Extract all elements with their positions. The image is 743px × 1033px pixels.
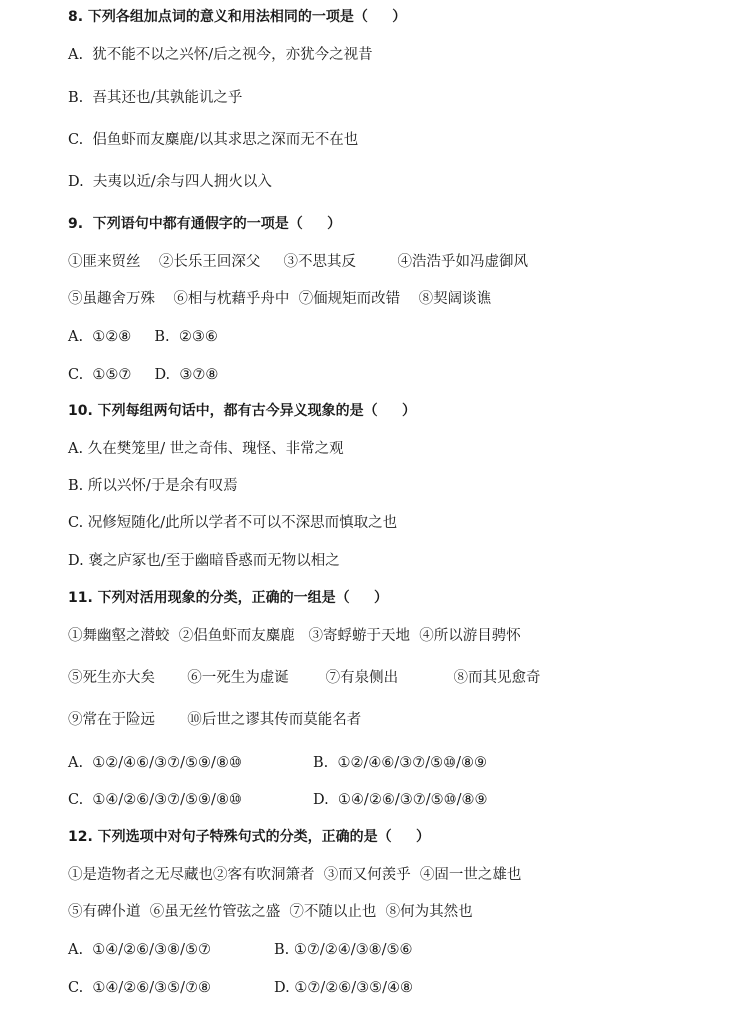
- question-10-stem: 10. 下列每组两句话中，都有古今异义现象的是（ ）: [68, 403, 417, 419]
- question-12-option-d: D. ①⑦/②⑥/③⑤/④⑧: [274, 980, 413, 996]
- question-8-option-d: D. 夫夷以近/余与四人拥火以入: [68, 174, 272, 190]
- question-11-items-row-2: ⑤死生亦大矣 ⑥一死生为虚诞 ⑦有泉侧出 ⑧而其见愈奇: [68, 670, 541, 686]
- question-9-items-row-2: ⑤虽趣舍万殊 ⑥相与枕藉乎舟中 ⑦偭规矩而改错 ⑧契阔谈谯: [68, 291, 492, 307]
- question-12-option-a: A. ①④/②⑥/③⑧/⑤⑦: [68, 942, 211, 958]
- question-12-items-row-2: ⑤有碑仆道 ⑥虽无丝竹管弦之盛 ⑦不随以止也 ⑧何为其然也: [68, 904, 473, 920]
- question-12-option-c: C. ①④/②⑥/③⑤/⑦⑧: [68, 980, 212, 996]
- question-11-option-a: A. ①②/④⑥/③⑦/⑤⑨/⑧⑩: [68, 755, 242, 771]
- question-11-stem: 11. 下列对活用现象的分类，正确的一组是（ ）: [68, 590, 389, 606]
- question-8-option-b: B. 吾其还也/其孰能讥之乎: [68, 90, 243, 106]
- question-9-options-row-2: C. ①⑤⑦ D. ③⑦⑧: [68, 367, 219, 383]
- question-11-items-row-1: ①舞幽壑之潜蛟 ②侣鱼虾而友麋鹿 ③寄蜉蝣于天地 ④所以游目骋怀: [68, 628, 521, 644]
- question-8-option-a: A. 犹不能不以之兴怀/后之视今，亦犹今之视昔: [68, 47, 373, 63]
- question-11-option-d: D. ①④/②⑥/③⑦/⑤⑩/⑧⑨: [313, 792, 488, 808]
- question-12-option-b: B. ①⑦/②④/③⑧/⑤⑥: [274, 942, 413, 958]
- question-10-option-a: A. 久在樊笼里/ 世之奇伟、瑰怪、非常之观: [68, 441, 344, 457]
- question-9-items-row-1: ①匪来贸丝 ②长乐王回深父 ③不思其反 ④浩浩乎如冯虚御风: [68, 254, 528, 270]
- question-11-items-row-3: ⑨常在于险远 ⑩后世之谬其传而莫能名者: [68, 712, 362, 728]
- question-8-option-c: C. 侣鱼虾而友麋鹿/以其求思之深而无不在也: [68, 132, 359, 148]
- question-9-options-row-1: A. ①②⑧ B. ②③⑥: [68, 329, 218, 345]
- question-12-stem: 12. 下列选项中对句子特殊句式的分类，正确的是（ ）: [68, 829, 431, 845]
- question-12-items-row-1: ①是造物者之无尽藏也②客有吹洞箫者 ③而又何羡乎 ④固一世之雄也: [68, 867, 522, 883]
- question-8-stem: 8. 下列各组加点词的意义和用法相同的一项是（ ）: [68, 9, 407, 25]
- question-9-stem: 9. 下列语句中都有通假字的一项是（ ）: [68, 216, 342, 232]
- question-10-option-b: B. 所以兴怀/于是余有叹焉: [68, 478, 238, 494]
- question-10-option-d: D. 褒之庐冢也/至于幽暗昏惑而无物以相之: [68, 553, 340, 569]
- question-11-option-c: C. ①④/②⑥/③⑦/⑤⑨/⑧⑩: [68, 792, 242, 808]
- question-10-option-c: C. 况修短随化/此所以学者不可以不深思而慎取之也: [68, 515, 398, 531]
- question-11-option-b: B. ①②/④⑥/③⑦/⑤⑩/⑧⑨: [313, 755, 488, 771]
